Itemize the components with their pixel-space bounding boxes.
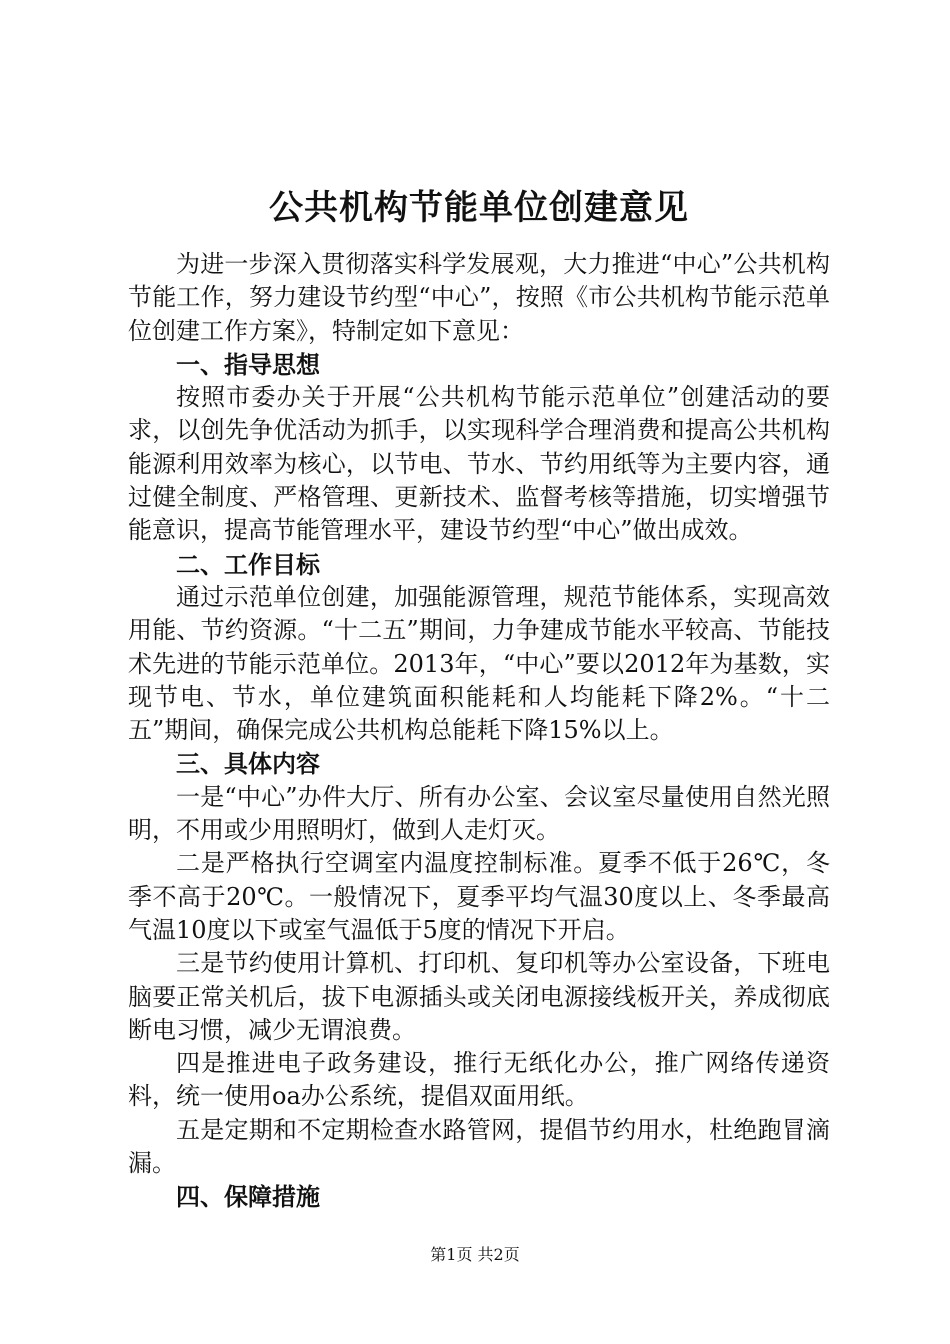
section-specific-content	[128, 747, 830, 1180]
section-guiding-ideology	[128, 348, 830, 548]
section-paragraph: 一是“中心”办件大厅、所有办公室、会议室尽量使用自然光照明，不用或少用照明灯，做到人走灯灭。	[128, 782, 830, 845]
section-heading: 四、保障措施	[176, 1182, 320, 1212]
intro-paragraph: 为进一步深入贯彻落实科学发展观，大力推进“中心”公共机构节能工作，努力建设节约型“中心”，按照《市公共机构节能示范单位创建工作方案》，特制定如下意见：	[128, 250, 830, 345]
section-safeguard-measures	[128, 1180, 830, 1213]
document-title: 公共机构节能单位创建意见	[269, 188, 689, 228]
section-work-goals	[128, 548, 830, 748]
section-heading: 三、具体内容	[176, 749, 320, 779]
document-body	[128, 186, 830, 1214]
section-paragraph: 通过示范单位创建，加强能源管理，规范节能体系，实现高效用能、节约资源。“十二五”期间，力争建成节能水平较高、节能技术先进的节能示范单位。2013年，“中心”要以2012年为基数，实现节电、节水，单位建筑面积能耗和人均能耗下降2%。“十二五”期间，确保完成公共机构总能耗下降15%以上。	[128, 582, 830, 745]
section-paragraph: 四是推进电子政务建设，推行无纸化办公，推广网络传递资料，统一使用oa办公系统，提倡双面用纸。	[128, 1049, 830, 1111]
section-paragraph: 按照市委办关于开展“公共机构节能示范单位”创建活动的要求，以创先争优活动为抓手，以实现科学合理消费和提高公共机构能源利用效率为核心，以节电、节水、节约用纸等为主要内容，通过健全制度、严格管理、更新技术、监督考核等措施，切实增强节能意识，提高节能管理水平，建设节约型“中心”做出成效。	[128, 383, 830, 545]
section-heading: 一、指导思想	[176, 349, 320, 379]
section-paragraph: 三是节约使用计算机、打印机、复印机等办公室设备，下班电脑要正常关机后，拔下电源插头或关闭电源接线板开关，养成彻底断电习惯，减少无谓浪费。	[128, 949, 830, 1044]
page-number-footer: 第1页 共2页	[430, 1245, 520, 1264]
section-paragraph: 二是严格执行空调室内温度控制标准。夏季不低于26℃，冬季不高于20℃。一般情况下，夏季平均气温30度以上、冬季最高气温10度以下或室气温低于5度的情况下开启。	[128, 849, 830, 944]
section-paragraph: 五是定期和不定期检查水路管网，提倡节约用水，杜绝跑冒滴漏。	[128, 1115, 830, 1178]
section-heading: 二、工作目标	[176, 549, 320, 579]
